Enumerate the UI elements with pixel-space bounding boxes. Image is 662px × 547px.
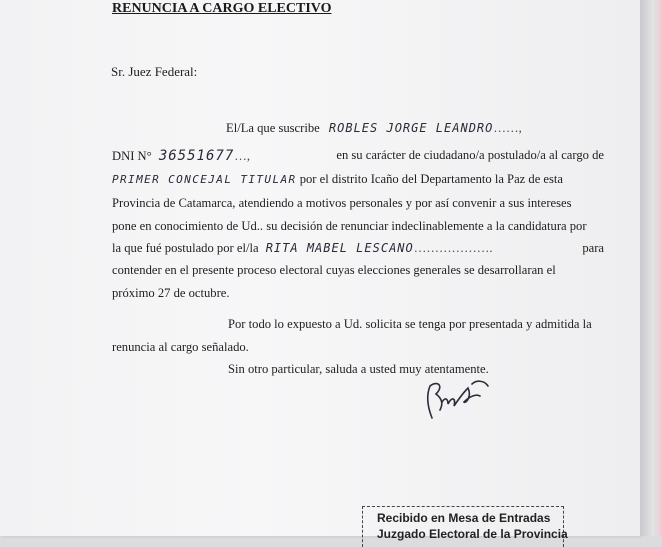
para2-line2: renuncia al cargo señalado.	[112, 340, 249, 354]
handwritten-dni: 36551677	[158, 148, 235, 164]
para1-line8: próximo 27 de octubre.	[112, 286, 230, 300]
intro-text: El/La que suscribe	[226, 121, 320, 135]
document-title: RENUNCIA A CARGO ELECTIVO	[112, 1, 332, 16]
dni-label: DNI N°	[112, 149, 152, 163]
stamp-line-1: Recibido en Mesa de Entradas	[377, 511, 551, 525]
fill-dots: ……,	[493, 121, 522, 135]
para1-line1	[226, 121, 604, 136]
para1-line3	[112, 172, 604, 187]
line-text: en su carácter de ciudadano/a postulado/a al cargo de	[336, 148, 604, 162]
salutation: Sr. Juez Federal:	[111, 64, 198, 79]
background-edge	[640, 0, 662, 536]
handwritten-cargo: PRIMER CONCEJAL TITULAR	[112, 173, 297, 186]
reception-stamp	[362, 506, 568, 547]
para1-line6	[112, 241, 604, 256]
para1-line2	[112, 148, 604, 164]
fill-dots: …,	[234, 149, 251, 163]
signature	[418, 366, 498, 424]
line-text: la que fué postulado por el/la	[112, 241, 259, 255]
handwritten-name-2: RITA MABEL LESCANO	[265, 241, 414, 255]
para1-line4: Provincia de Catamarca, atendiendo a motivos personales y por así convenir a sus intereses	[112, 196, 572, 210]
para1-line5: pone en conocimiento de Ud.. su decisión de renunciar indeclinablemente a la candidatura por	[112, 219, 587, 233]
closing-line: Sin otro particular, saluda a usted muy atentamente.	[228, 362, 489, 376]
fill-dots: ……………….	[413, 241, 493, 255]
stamp-line-2: Juzgado Electoral de la Provincia	[377, 527, 568, 541]
para2-line1: Por todo lo expuesto a Ud. solicita se tenga por presentada y admitida la	[228, 317, 592, 331]
para1-line7: contender en el presente proceso electoral cuyas elecciones generales se desarrollaran el	[112, 263, 556, 277]
handwritten-name: ROBLES JORGE LEANDRO	[328, 121, 494, 135]
line-text: para	[582, 241, 604, 255]
line-text: por el distrito Icaño del Departamento la Paz de esta	[299, 172, 564, 186]
